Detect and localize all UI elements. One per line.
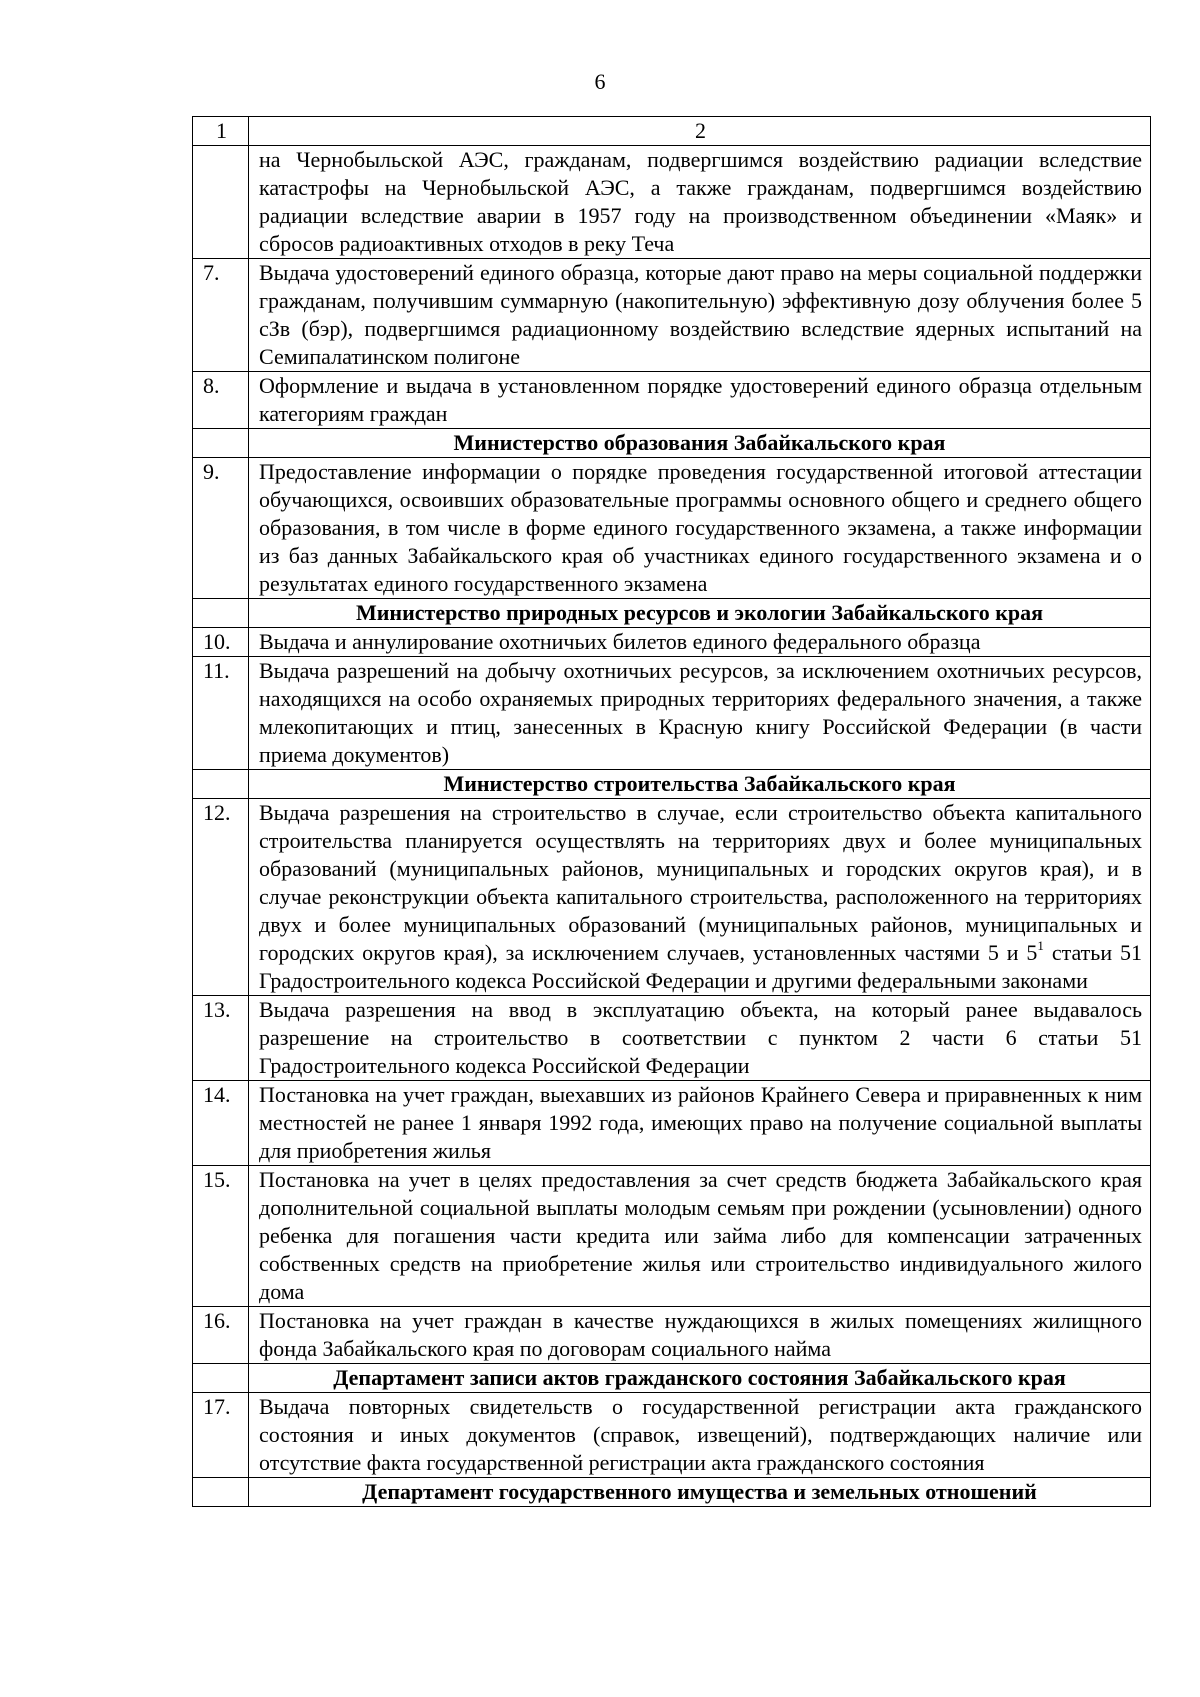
table-row: [193, 458, 1151, 599]
row-text-part-a: Выдача разрешения на строительство в случае, если строительство объекта капитального строительства планируется осуществлять на территориях двух и более муниципальных образований (муниципальных районов, муниципальных и городских округов края), и в случае реконструкции объекта капитального строительства, расположенного на территориях двух и более муниципальных образований (муниципальных районов, муниципальных и городских округов края), за исключением случаев, установленных частями 5 и 5: [259, 800, 1142, 965]
table-header-row: [193, 117, 1151, 146]
row-text: на Чернобыльской АЭС, гражданам, подвергшимся воздействию радиации вследствие катастрофы на Чернобыльской АЭС, а также гражданам, подвергшимся воздействию радиации вследствие аварии в 1957 году на производственном объединении «Маяк» и сбросов радиоактивных отходов в реку Теча: [249, 146, 1151, 259]
page-number: 6: [594, 69, 606, 94]
row-text: Выдача повторных свидетельств о государственной регистрации акта гражданского состояния и иных документов (справок, извещений), подтверждающих наличие или отсутствие факта государственной регистрации акта гражданского состояния: [249, 1393, 1151, 1478]
table-row: [193, 628, 1151, 657]
table-row: [193, 259, 1151, 372]
section-title: Департамент государственного имущества и земельных отношений: [249, 1478, 1151, 1507]
row-text: Оформление и выдача в установленном порядке удостоверений единого образца отдельным категориям граждан: [249, 372, 1151, 429]
row-number: 12.: [193, 799, 249, 996]
table-row: [193, 1081, 1151, 1166]
table-row: [193, 1166, 1151, 1307]
row-text-part-b: статьи 51 Градостроительного кодекса Российской Федерации и другими федеральными законами: [259, 940, 1143, 993]
table-row: [193, 146, 1151, 259]
section-empty-cell: [193, 429, 249, 458]
row-text: Выдача разрешения на ввод в эксплуатацию объекта, на который ранее выдавалось разрешение на строительство в соответствии с пунктом 2 части 6 статьи 51 Градостроительного кодекса Российской Федерации: [249, 996, 1151, 1081]
services-table: [192, 116, 1151, 1507]
row-number: 17.: [193, 1393, 249, 1478]
row-number: 8.: [193, 372, 249, 429]
section-title: Департамент записи актов гражданского состояния Забайкальского края: [249, 1364, 1151, 1393]
row-number: 11.: [193, 657, 249, 770]
section-row: [193, 1364, 1151, 1393]
table-row: [193, 372, 1151, 429]
section-row: [193, 429, 1151, 458]
table-row: [193, 799, 1151, 996]
row-number: [193, 146, 249, 259]
row-text: [249, 799, 1151, 996]
row-number: 9.: [193, 458, 249, 599]
row-text: Постановка на учет в целях предоставления за счет средств бюджета Забайкальского края дополнительной социальной выплаты молодым семьям при рождении (усыновлении) одного ребенка для погашения части кредита или займа либо для компенсации затраченных собственных средств на приобретение жилья или строительство индивидуального жилого дома: [249, 1166, 1151, 1307]
row-text: Выдача разрешений на добычу охотничьих ресурсов, за исключением охотничьих ресурсов, находящихся на особо охраняемых природных территориях федерального значения, а также млекопитающих и птиц, занесенных в Красную книгу Российской Федерации (в части приема документов): [249, 657, 1151, 770]
table-row: [193, 1393, 1151, 1478]
section-row: [193, 770, 1151, 799]
row-number: 7.: [193, 259, 249, 372]
header-col-2: 2: [249, 117, 1151, 146]
superscript: 1: [1037, 938, 1044, 953]
row-text: Предоставление информации о порядке проведения государственной итоговой аттестации обучающихся, освоивших образовательные программы основного общего и среднего общего образования, в том числе в форме единого государственного экзамена, а также информации из баз данных Забайкальского края об участниках единого государственного экзамена и о результатах единого государственного экзамена: [249, 458, 1151, 599]
table-row: [193, 657, 1151, 770]
section-title: Министерство строительства Забайкальского края: [249, 770, 1151, 799]
section-title: Министерство образования Забайкальского края: [249, 429, 1151, 458]
section-empty-cell: [193, 1478, 249, 1507]
header-col-1: 1: [193, 117, 249, 146]
table-row: [193, 996, 1151, 1081]
row-text: Выдача и аннулирование охотничьих билетов единого федерального образца: [249, 628, 1151, 657]
table-row: [193, 1307, 1151, 1364]
row-number: 10.: [193, 628, 249, 657]
row-text: Выдача удостоверений единого образца, которые дают право на меры социальной поддержки гражданам, получившим суммарную (накопительную) эффективную дозу облучения более 5 сЗв (бэр), подвергшимся радиационному воздействию вследствие ядерных испытаний на Семипалатинском полигоне: [249, 259, 1151, 372]
row-number: 16.: [193, 1307, 249, 1364]
section-row: [193, 1478, 1151, 1507]
section-title: Министерство природных ресурсов и экологии Забайкальского края: [249, 599, 1151, 628]
section-empty-cell: [193, 1364, 249, 1393]
row-text: Постановка на учет граждан в качестве нуждающихся в жилых помещениях жилищного фонда Забайкальского края по договорам социального найма: [249, 1307, 1151, 1364]
section-row: [193, 599, 1151, 628]
row-number: 15.: [193, 1166, 249, 1307]
row-number: 13.: [193, 996, 249, 1081]
section-empty-cell: [193, 599, 249, 628]
row-number: 14.: [193, 1081, 249, 1166]
row-text: Постановка на учет граждан, выехавших из районов Крайнего Севера и приравненных к ним местностей не ранее 1 января 1992 года, имеющих право на получение социальной выплаты для приобретения жилья: [249, 1081, 1151, 1166]
section-empty-cell: [193, 770, 249, 799]
